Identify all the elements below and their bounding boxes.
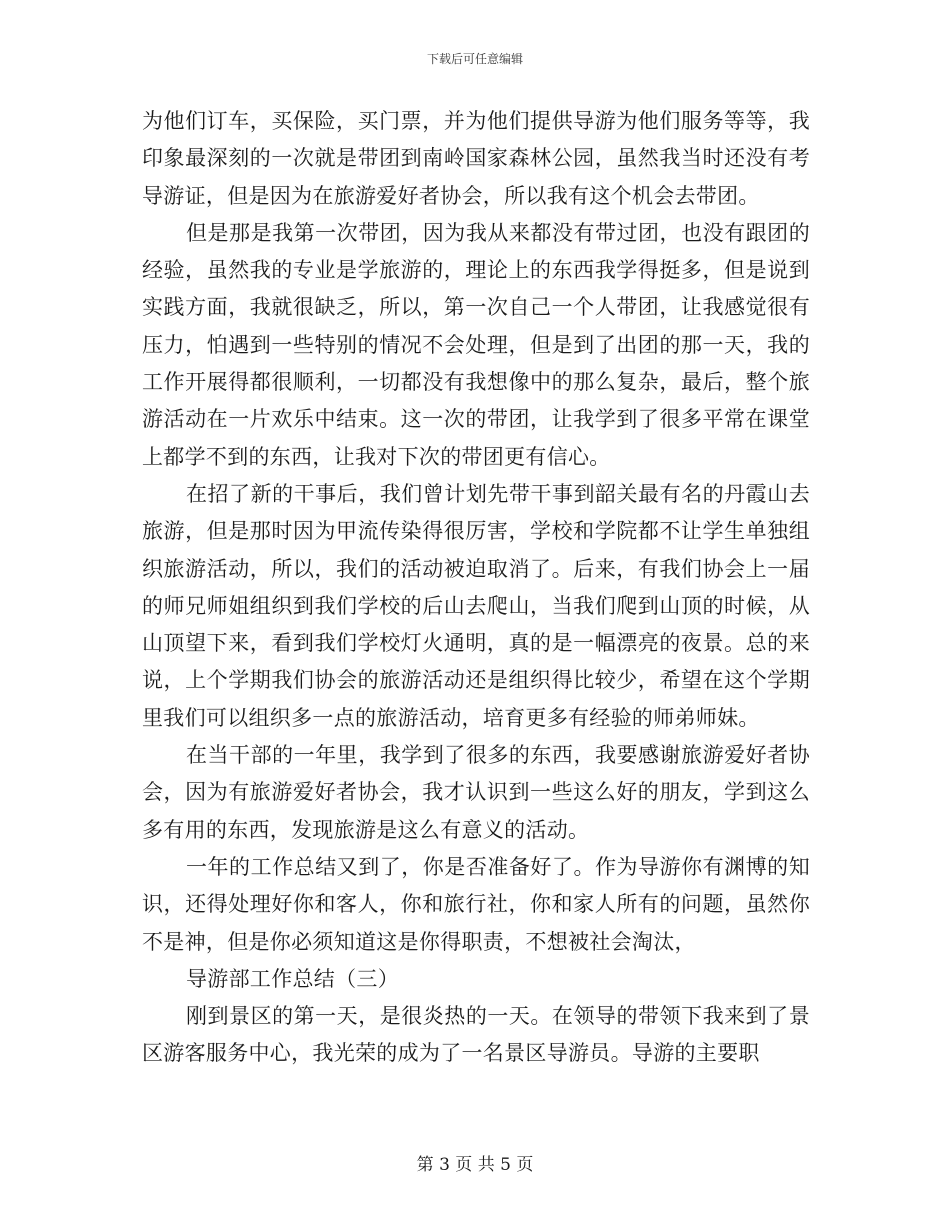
paragraph: 但是那是我第一次带团，因为我从来都没有带过团，也没有跟团的经验，虽然我的专业是学旅游的，理论上的东西我学得挺多，但是说到实践方面，我就很缺乏，所以，第一次自己一个人带团，让我感觉很有压力，怕遇到一些特别的情况不会处理，但是到了出团的那一天，我的工作开展得都很顺利，一切都没有我想像中的那么复杂，最后，整个旅游活动在一片欢乐中结束。这一次的带团，让我学到了很多平常在课堂上都学不到的东西，让我对下次的带团更有信心。: [142, 220, 810, 469]
section-heading: 导游部工作总结（三）: [186, 966, 399, 991]
page-number-footer: 第 3 页 共 5 页: [416, 1155, 534, 1175]
paragraph: 一年的工作总结又到了，你是否准备好了。作为导游你有渊博的知识，还得处理好你和客人，你和旅行社，你和家人所有的问题，虽然你不是神，但是你必须知道这是你得职责，不想被社会淘汰，: [142, 854, 810, 954]
paragraph: 在招了新的干事后，我们曾计划先带干事到韶关最有名的丹霞山去旅游，但是那时因为甲流传染得很厉害，学校和学院都不让学生单独组织旅游活动，所以，我们的活动被迫取消了。后来，有我们协会上一届的师兄师姐组织到我们学校的后山去爬山，当我们爬到山顶的时候，从山顶望下来，看到我们学校灯火通明，真的是一幅漂亮的夜景。总的来说，上个学期我们协会的旅游活动还是组织得比较少，希望在这个学期里我们可以组织多一点的旅游活动，培育更多有经验的师弟师妹。: [142, 481, 810, 730]
paragraph: 为他们订车，买保险，买门票，并为他们提供导游为他们服务等等，我印象最深刻的一次就是带团到南岭国家森林公园，虽然我当时还没有考导游证，但是因为在旅游爱好者协会，所以我有这个机会去带团。: [142, 109, 810, 208]
document-body: [142, 103, 810, 1073]
paragraph: 刚到景区的第一天，是很炎热的一天。在领导的带领下我来到了景区游客服务中心，我光荣的成为了一名景区导游员。导游的主要职: [142, 1004, 810, 1066]
paragraph: 在当干部的一年里，我学到了很多的东西，我要感谢旅游爱好者协会，因为有旅游爱好者协会，我才认识到一些这么好的朋友，学到这么多有用的东西，发现旅游是这么有意义的活动。: [142, 743, 810, 842]
page-header-note: 下载后可任意编辑: [426, 52, 523, 66]
